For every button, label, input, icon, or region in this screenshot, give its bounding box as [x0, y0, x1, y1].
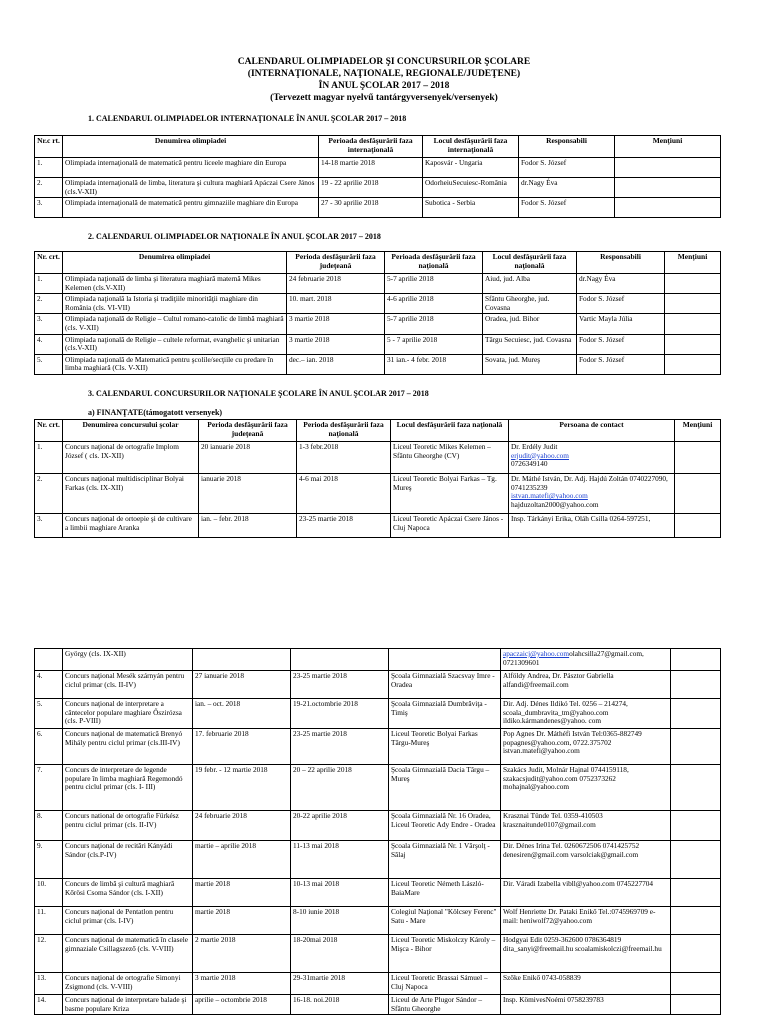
cell-place: Subotica - Serbia	[423, 198, 519, 218]
cell-nr: 2.	[35, 294, 63, 314]
cell-place: Liceul Teoretic Mikes Kelemen – Sfântu Gheorghe (CV)	[391, 442, 509, 474]
table-header-row	[35, 252, 721, 274]
cell-mentions	[665, 354, 721, 374]
cell-county: 2 martie 2018	[193, 935, 291, 973]
col-header-mentions: Menţiuni	[675, 420, 721, 442]
cell-mentions	[615, 198, 721, 218]
cell-place: Liceul Teoretic Bolyai Farkas Târgu-Mureş	[389, 729, 501, 765]
cell-place: Şcoala Gimnazială Dacia Târgu – Mureş	[389, 765, 501, 811]
cell-national: 23-25 martie 2018	[291, 671, 389, 699]
contact-text: olahcsilla27@gmail.com, 0721309601	[503, 649, 644, 667]
doc-title-line-3: ÎN ANUL ŞCOLAR 2017 – 2018	[318, 81, 450, 91]
cell-contest: Concurs naţional de interpretare a cântecelor populare maghiare Őszirózsa (cls. P-VIII)	[63, 699, 193, 729]
cell-national: 23-25 martie 2018	[297, 514, 391, 538]
cell-name: Olimpiada naţională la Istoria şi tradiţiile minorităţii maghiare din România (cls. VI-VII)	[63, 294, 287, 314]
cell-mentions	[671, 671, 721, 699]
cell-mentions	[671, 907, 721, 935]
cell-contact	[501, 649, 671, 671]
col-header-name: Denumirea olimpiadei	[63, 136, 319, 158]
table-header-row	[35, 420, 721, 442]
cell-period: 19 - 22 aprilie 2018	[319, 178, 423, 198]
table-row	[35, 198, 721, 218]
table-row	[35, 879, 721, 907]
cell-nr: 2.	[35, 178, 63, 198]
cell-mentions	[671, 699, 721, 729]
cell-national: 4-6 aprilie 2018	[385, 294, 483, 314]
contact-name: Dr. Erdély Judit	[511, 442, 558, 451]
table-row	[35, 765, 721, 811]
col-header-period: Perioada desfăşurării faza internaţională	[319, 136, 423, 158]
cell-nr	[35, 649, 63, 671]
cell-nr: 1.	[35, 158, 63, 178]
col-header-place: Locul desfăşurării faza naţională	[483, 252, 577, 274]
cell-mentions	[675, 474, 721, 514]
cell-national: 18-20mai 2018	[291, 935, 389, 973]
col-header-place: Locul desfăşurării faza internaţională	[423, 136, 519, 158]
cell-contest: Concurs national de ortografie Fürkész pentru ciclul primar (cls. II-IV)	[63, 811, 193, 841]
section-heading-3: 3. CALENDARUL CONCURSURILOR NAŢIONALE ŞCOLARE ÎN ANUL ŞCOLAR 2017 – 2018	[88, 389, 429, 398]
contact-phone: 0726349140	[511, 459, 548, 469]
cell-nr: 1.	[35, 442, 63, 474]
cell-contest: Concurs de limbă şi cultură maghiară Kőrösi Csoma Sándor (cls. I-XII)	[63, 879, 193, 907]
table-row	[35, 442, 721, 474]
table-row	[35, 973, 721, 995]
table-row	[35, 729, 721, 765]
cell-mentions	[665, 294, 721, 314]
cell-place: Liceul Teoretic Miskolczy Károly – Mişca - Bihor	[389, 935, 501, 973]
cell-national: 29-31martie 2018	[291, 973, 389, 995]
table-row	[35, 178, 721, 198]
cell-national: 19-21.octombrie 2018	[291, 699, 389, 729]
table-row	[35, 514, 721, 538]
cell-nr: 5.	[35, 354, 63, 374]
cell-place: Oradea, jud. Bihor	[483, 314, 577, 334]
cell-national: 1-3 febr.2018	[297, 442, 391, 474]
cell-county: martie 2018	[193, 879, 291, 907]
table-row	[35, 995, 721, 1015]
cell-national: 5-7 aprilie 2018	[385, 274, 483, 294]
cell-contact: Szakács Judit, Molnár Hajnal 0744159118, szakacsjudit@yahoo.com 0752373262 mohajnal@yahoo.com	[501, 765, 671, 811]
cell-name: Olimpiada naţională de Religie – cultele reformat, evanghelic şi unitarian (cls.V-XII)	[63, 334, 287, 354]
cell-mentions	[615, 158, 721, 178]
cell-county: martie – aprilie 2018	[193, 841, 291, 879]
cell-county: ian. – oct. 2018	[193, 699, 291, 729]
cell-contest: Concurs naţional Mesék szárnyán pentru ciclul primar (cls. II-IV)	[63, 671, 193, 699]
cell-contest: Concurs naţional de ortoepie şi de cultivare a limbii maghiare Aranka	[63, 514, 199, 538]
cell-place: Kaposvár - Ungaria	[423, 158, 519, 178]
col-header-responsible: Responsabili	[519, 136, 615, 158]
cell-mentions	[665, 334, 721, 354]
cell-place: Liceul Teoretic Apáczai Csere János - Cluj Napoca	[391, 514, 509, 538]
cell-nr: 10.	[35, 879, 63, 907]
col-header-responsible: Responsabili	[577, 252, 665, 274]
cell-contest: Concurs naţional de matematică în clasele gimnaziale Csillagszező (cls. V-VIII)	[63, 935, 193, 973]
cell-contact	[509, 442, 675, 474]
cell-place: Colegiul Naţional "Kölcsey Ferenc" Satu - Mare	[389, 907, 501, 935]
cell-name: Olimpiada internaţională de matematică pentru liceele maghiare din Europa	[63, 158, 319, 178]
section-heading-1: 1. CALENDARUL OLIMPIADELOR INTERNAŢIONALE ÎN ANUL ŞCOLAR 2017 – 2018	[88, 114, 407, 123]
col-header-nr: Nr. crt.	[35, 252, 63, 274]
table-row	[35, 474, 721, 514]
cell-mentions	[665, 274, 721, 294]
table-row	[35, 811, 721, 841]
table-row	[35, 671, 721, 699]
cell-period: 14-18 martie 2018	[319, 158, 423, 178]
cell-contact: Dir. Adj. Dénes Ildikó Tel. 0256 – 214274, scoala_dumbravita_tm@yahoo.com ildiko.kármandenes@yahoo. com	[501, 699, 671, 729]
cell-contact: Insp. KömivesNoémi 0758239783	[501, 995, 671, 1015]
table-row	[35, 354, 721, 374]
cell-nr: 5.	[35, 699, 63, 729]
cell-place: Liceul Teoretic Brassai Sámuel – Cluj Napoca	[389, 973, 501, 995]
section-heading-2: 2. CALENDARUL OLIMPIADELOR NAŢIONALE ÎN ANUL ŞCOLAR 2017 – 2018	[88, 232, 381, 241]
cell-mentions	[671, 729, 721, 765]
cell-contact: Szőke Enikő 0743-058839	[501, 973, 671, 995]
cell-place: Şcoala Gimnazială Nr. 16 Oradea, Liceul Teoretic Ady Endre - Oradea	[389, 811, 501, 841]
cell-place: Liceul Teoretic Németh László- BaiaMare	[389, 879, 501, 907]
col-header-place: Locul desfăşurării faza naţională	[391, 420, 509, 442]
col-header-mentions: Menţiuni	[665, 252, 721, 274]
cell-place: OdorheiuSecuiesc-România	[423, 178, 519, 198]
table-row	[35, 649, 721, 671]
cell-contest: György (cls. IX-XII)	[63, 649, 193, 671]
cell-contact: Hodgyai Edit 0259-362600 0786364819 dita_sanyi@freemail.hu scoalamiskolczi@freemail.hu	[501, 935, 671, 973]
cell-name: Olimpiada naţională de limba şi literatura maghiară maternă Mikes Kelemen (cls.V-XII)	[63, 274, 287, 294]
section-heading-3a: a) FINANŢATE(támogatott versenyek)	[88, 408, 223, 417]
cell-nr: 2.	[35, 474, 63, 514]
table-row	[35, 274, 721, 294]
cell-place: Şcoala Gimnazială Dumbrăviţa - Timiş	[389, 699, 501, 729]
col-header-contest: Denumirea concursului şcolar	[63, 420, 199, 442]
page-gap	[0, 626, 768, 648]
col-header-nr: Nr. crt.	[35, 420, 63, 442]
table-row	[35, 334, 721, 354]
cell-county: 3 martie 2018	[287, 314, 385, 334]
cell-mentions	[671, 995, 721, 1015]
cell-place: Şcoala Gimnazială Nr. 1 Vârşolţ - Sălaj	[389, 841, 501, 879]
cell-responsible: Fodor S. József	[519, 158, 615, 178]
cell-responsible: Fodor S. József	[519, 198, 615, 218]
cell-county: 24 februarie 2018	[287, 274, 385, 294]
table-row	[35, 935, 721, 973]
table-row	[35, 158, 721, 178]
cell-county: martie 2018	[193, 907, 291, 935]
cell-county: ianuarie 2018	[199, 474, 297, 514]
cell-mentions	[665, 314, 721, 334]
national-olympiads-table	[34, 251, 721, 375]
cell-contact: Insp. Tárkányi Erika, Oláh Csilla 0264-597251,	[509, 514, 675, 538]
cell-contact: Dir. Váradi Izabella vibll@yahoo.com 0745227704	[501, 879, 671, 907]
cell-national: 10-13 mai 2018	[291, 879, 389, 907]
cell-nr: 4.	[35, 334, 63, 354]
cell-contest: Concurs naţional de ortografie Implom József ( cls. IX-XII)	[63, 442, 199, 474]
cell-responsible: Fodor S. József	[577, 354, 665, 374]
cell-national: 31 ian.- 4 febr. 2018	[385, 354, 483, 374]
document-page-2	[0, 648, 768, 1024]
cell-responsible: Fodor S. József	[577, 334, 665, 354]
cell-mentions	[671, 811, 721, 841]
cell-name: Olimpiada internaţională de matematică pentru gimnaziile maghiare din Europa	[63, 198, 319, 218]
table-row	[35, 699, 721, 729]
cell-mentions	[671, 879, 721, 907]
cell-nr: 7.	[35, 765, 63, 811]
col-header-national-phase: Perioda desfăşurării faza naţională	[297, 420, 391, 442]
cell-place: Aiud, jud. Alba	[483, 274, 577, 294]
cell-mentions	[671, 935, 721, 973]
contact-email: hajduzoltan2000@yahoo.com	[511, 499, 599, 509]
cell-contact: Krasznai Tünde Tel. 0359-410503 krasznaitunde0107@gmail.com	[501, 811, 671, 841]
cell-mentions	[671, 649, 721, 671]
cell-nr: 1.	[35, 274, 63, 294]
cell-national: 5 - 7 aprilie 2018	[385, 334, 483, 354]
cell-national	[291, 649, 389, 671]
cell-county: 3 martie 2018	[193, 973, 291, 995]
cell-name: Olimpiada internaţională de limba, literatura şi cultura maghiară Apáczai Csere János (cls.V-XII)	[63, 178, 319, 198]
email-link[interactable]: istvan.matefi@yahoo.com	[511, 491, 588, 501]
international-olympiads-table	[34, 135, 721, 218]
cell-national: 20-22 aprilie 2018	[291, 811, 389, 841]
cell-contact: Dir. Dénes Irina Tel. 0260672506 0741425752 denesiren@gmail.com varsolciak@gmail.com	[501, 841, 671, 879]
cell-national: 8-10 iunie 2018	[291, 907, 389, 935]
cell-nr: 9.	[35, 841, 63, 879]
cell-nr: 3.	[35, 514, 63, 538]
cell-national: 5-7 aprilie 2018	[385, 314, 483, 334]
cell-county: 3 martie 2018	[287, 334, 385, 354]
cell-national: 20 – 22 aprilie 2018	[291, 765, 389, 811]
col-header-national-phase: Perioada desfăşurării faza naţională	[385, 252, 483, 274]
table-row	[35, 907, 721, 935]
cell-nr: 3.	[35, 198, 63, 218]
cell-county: 24 februarie 2018	[193, 811, 291, 841]
cell-county: 27 ianuarie 2018	[193, 671, 291, 699]
cell-place: Liceul de Arte Plugor Sándor – Sfântu Gheorghe	[389, 995, 501, 1015]
cell-contest: Concurs naţional de matematică Brenyó Mihály pentru ciclul primar (cls.III-IV)	[63, 729, 193, 765]
cell-nr: 3.	[35, 314, 63, 334]
cell-contact	[509, 474, 675, 514]
cell-contest: Concurs naţional de recitări Kányádi Sándor (cls.P-IV)	[63, 841, 193, 879]
cell-responsible: Fodor S. József	[577, 294, 665, 314]
cell-place: Şcoala Gimnazială Szacsvay Imre - Oradea	[389, 671, 501, 699]
cell-contest: Concurs naţional de Pentatlon pentru ciclul primar (cls. I-IV)	[63, 907, 193, 935]
cell-county: 10. mart. 2018	[287, 294, 385, 314]
cell-place: Sfântu Gheorghe, jud. Covasna	[483, 294, 577, 314]
cell-contest: Concurs naţional multidisciplinar Bolyai Farkas (cls. IX-XII)	[63, 474, 199, 514]
col-header-name: Denumirea olimpiadei	[63, 252, 287, 274]
cell-county: ian. – febr. 2018	[199, 514, 297, 538]
cell-responsible: dr.Nagy Éva	[577, 274, 665, 294]
cell-nr: 12.	[35, 935, 63, 973]
cell-county: 19 febr. - 12 martie 2018	[193, 765, 291, 811]
table-row	[35, 294, 721, 314]
cell-national: 11-13 mai 2018	[291, 841, 389, 879]
cell-county: dec.– ian. 2018	[287, 354, 385, 374]
doc-title-line-1: CALENDARUL OLIMPIADELOR ŞI CONCURSURILOR ŞCOLARE	[237, 57, 531, 67]
cell-place: Liceul Teoretic Bolyai Farkas – Tg. Mureş	[391, 474, 509, 514]
email-link[interactable]: erjudit@yahoo.com	[511, 450, 569, 460]
cell-nr: 8.	[35, 811, 63, 841]
cell-contact: Alföldy Andrea, Dr. Pásztor Gabriella alfandi@freemail.com	[501, 671, 671, 699]
table-row	[35, 841, 721, 879]
cell-place	[389, 649, 501, 671]
cell-name: Olimpiada naţională de Matematică pentru şcolile/secţiile cu predare în limba maghiară (Cls. V-XII)	[63, 354, 287, 374]
table-header-row	[35, 136, 721, 158]
cell-contact: Wolf Henriette Dr. Pataki Enikő Tel.:0745969709 e-mail: heniwolf72@yahoo.com	[501, 907, 671, 935]
cell-county	[193, 649, 291, 671]
col-header-county-phase: Perioda desfăşurării faza judeţeană	[199, 420, 297, 442]
cell-county: 20 ianuarie 2018	[199, 442, 297, 474]
cell-mentions	[671, 765, 721, 811]
cell-national: 16-18. noi.2018	[291, 995, 389, 1015]
doc-title-line-2: (INTERNAŢIONALE, NAŢIONALE, REGIONALE/JUDEŢENE)	[247, 69, 521, 79]
national-contests-table-continued	[34, 648, 721, 1015]
email-link[interactable]: apaczaicj@yahoo.com	[503, 649, 570, 658]
cell-mentions	[675, 514, 721, 538]
cell-mentions	[671, 841, 721, 879]
cell-contest: Concurs naţional de ortografie Simonyi Zsigmond (cls. V-VIII)	[63, 973, 193, 995]
col-header-county-phase: Perioda desfăşurării faza judeţeană	[287, 252, 385, 274]
cell-contact: Pop Agnes Dr. Máthéfi István Tel:0365-882749 popagnes@yahoo.com, 0722.375702 istvan.matefi@yahoo.com	[501, 729, 671, 765]
cell-nr: 4.	[35, 671, 63, 699]
table-row	[35, 314, 721, 334]
doc-subtitle: (Tervezett magyar nyelvű tantárgyversenyek/versenyek)	[270, 93, 498, 103]
cell-mentions	[671, 973, 721, 995]
cell-mentions	[675, 442, 721, 474]
cell-place: Târgu Secuiesc, jud. Covasna	[483, 334, 577, 354]
cell-nr: 13.	[35, 973, 63, 995]
cell-contest: Concurs naţional de interpretare balade şi basme populare Kriza	[63, 995, 193, 1015]
cell-county: aprilie – octombrie 2018	[193, 995, 291, 1015]
cell-national: 4-6 mai 2018	[297, 474, 391, 514]
cell-nr: 6.	[35, 729, 63, 765]
cell-contest: Concurs de interpretare de legende populare în limba maghiară Regemondó pentru ciclul primar (cls. I- III)	[63, 765, 193, 811]
national-contests-table	[34, 419, 721, 538]
cell-nr: 11.	[35, 907, 63, 935]
cell-responsible: Vartic Mayla Júlia	[577, 314, 665, 334]
cell-name: Olimpiada naţională de Religie – Cultul romano-catolic de limbă maghiară (cls. V-XII)	[63, 314, 287, 334]
cell-county: 17. februarie 2018	[193, 729, 291, 765]
col-header-mentions: Menţiuni	[615, 136, 721, 158]
contact-name: Dr. Máthé István, Dr. Adj. Hajdú Zoltán 0740227090, 0741235239	[511, 474, 668, 492]
cell-responsible: dr.Nagy Éva	[519, 178, 615, 198]
cell-place: Sovata, jud. Mureş	[483, 354, 577, 374]
cell-national: 23-25 martie 2018	[291, 729, 389, 765]
col-header-nr: Nr.c rt.	[35, 136, 63, 158]
col-header-contact: Persoana de contact	[509, 420, 675, 442]
cell-mentions	[615, 178, 721, 198]
cell-period: 27 - 30 aprilie 2018	[319, 198, 423, 218]
cell-nr: 14.	[35, 995, 63, 1015]
